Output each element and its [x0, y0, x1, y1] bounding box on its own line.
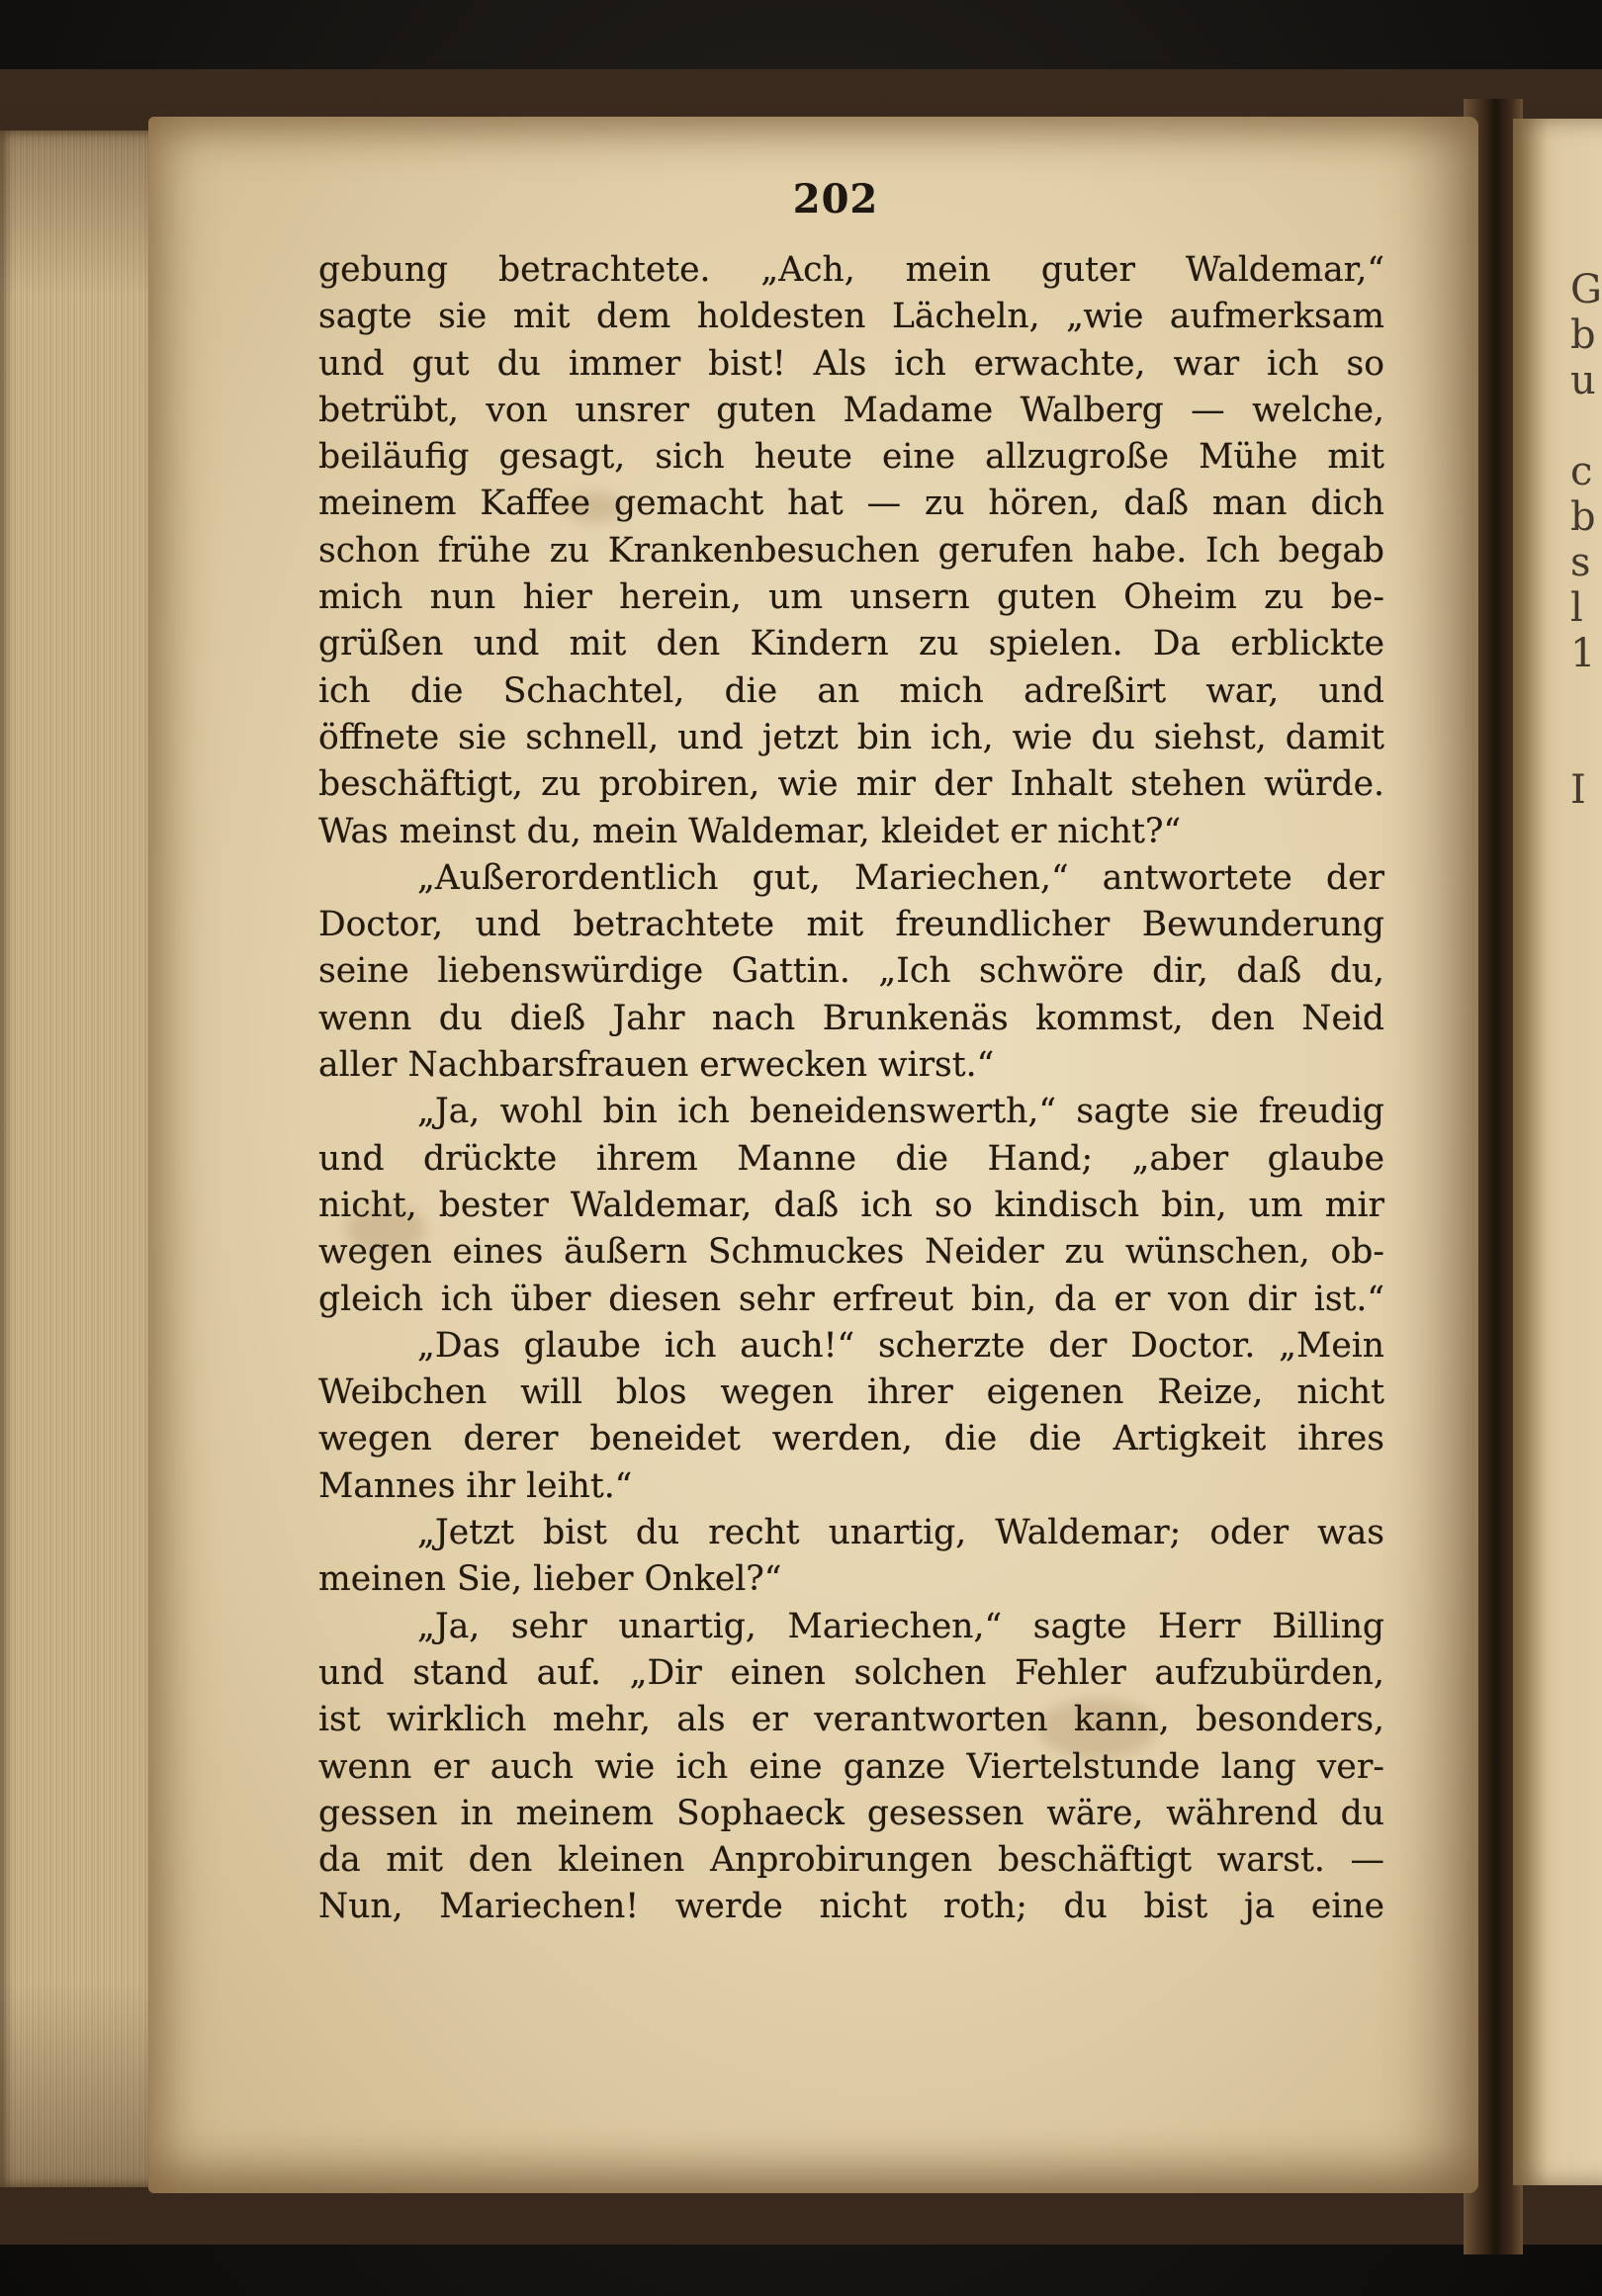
text-line: nicht, bester Waldemar, daß ich so kindisch bin, um mir	[318, 1185, 1384, 1225]
text-line: da mit den kleinen Anprobirungen beschäftigt warst. —	[318, 1840, 1384, 1881]
text-line: und drückte ihrem Manne die Hand; „aber glaube	[318, 1138, 1384, 1179]
text-line: grüßen und mit den Kindern zu spielen. Da erblickte	[318, 624, 1384, 664]
text-line: ist wirklich mehr, als er verantworten kann, besonders,	[318, 1700, 1384, 1740]
text-line: mich nun hier herein, um unsern guten Oheim zu be-	[318, 577, 1384, 618]
text-line: „Ja, wohl bin ich beneidenswerth,“ sagte sie freudig	[417, 1092, 1384, 1132]
facing-glyph: b	[1570, 312, 1596, 358]
facing-glyph: I	[1570, 767, 1586, 813]
facing-glyph: 1	[1570, 631, 1596, 676]
text-line: „Außerordentlich gut, Mariechen,“ antwortete der	[417, 857, 1384, 898]
text-line: Was meinst du, mein Waldemar, kleidet er nicht?“	[318, 811, 1182, 851]
text-line: schon frühe zu Krankenbesuchen gerufen habe. Ich begab	[318, 530, 1384, 571]
text-line: betrübt, von unsrer guten Madame Walberg — welche,	[318, 390, 1384, 430]
text-line: gebung betrachtete. „Ach, mein guter Waldemar,“	[318, 250, 1384, 290]
page-body-text	[318, 247, 1384, 1931]
text-line: und stand auf. „Dir einen solchen Fehler aufzubürden,	[318, 1652, 1384, 1693]
facing-glyph: u	[1570, 358, 1596, 403]
text-line: Doctor, und betrachtete mit freundlicher Bewunderung	[318, 905, 1384, 945]
page-number: 202	[792, 176, 879, 222]
text-line: meinen Sie, lieber Onkel?“	[318, 1559, 782, 1600]
text-line: aller Nachbarsfrauen erwecken wirst.“	[318, 1045, 995, 1086]
facing-glyph	[1570, 676, 1602, 722]
facing-glyph	[1570, 403, 1602, 449]
text-line: öffnete sie schnell, und jetzt bin ich, wie du siehst, damit	[318, 717, 1384, 757]
text-line: wegen derer beneidet werden, die die Artigkeit ihres	[318, 1419, 1384, 1459]
text-line: Mannes ihr leiht.“	[318, 1465, 633, 1506]
text-line: sagte sie mit dem holdesten Lächeln, „wie aufmerksam	[318, 297, 1384, 337]
text-line: wegen eines äußern Schmuckes Neider zu wünschen, ob-	[318, 1232, 1384, 1273]
text-line: gessen in meinem Sophaeck gesessen wäre, während du	[318, 1793, 1384, 1833]
facing-glyph	[1570, 722, 1602, 767]
text-line: „Jetzt bist du recht unartig, Waldemar; oder was	[417, 1513, 1384, 1553]
text-line: Nun, Mariechen! werde nicht roth; du bist ja eine	[318, 1887, 1384, 1927]
text-line: wenn du dieß Jahr nach Brunkenäs kommst, den Neid	[318, 998, 1384, 1038]
facing-glyph: l	[1570, 585, 1583, 631]
facing-page-text	[1570, 267, 1602, 813]
facing-glyph: b	[1570, 494, 1596, 540]
text-line: „Ja, sehr unartig, Mariechen,“ sagte Herr Billing	[417, 1606, 1384, 1646]
facing-glyph: c	[1570, 449, 1593, 494]
text-line: beiläufig gesagt, sich heute eine allzugroße Mühe mit	[318, 437, 1384, 478]
text-line: beschäftigt, zu probiren, wie mir der Inhalt stehen würde.	[318, 764, 1384, 805]
text-line: „Das glaube ich auch!“ scherzte der Doctor. „Mein	[417, 1325, 1384, 1366]
text-line: meinem Kaffee gemacht hat — zu hören, daß man dich	[318, 484, 1384, 524]
text-line: gleich ich über diesen sehr erfreut bin, da er von dir ist.“	[318, 1279, 1384, 1319]
facing-glyph: G	[1570, 267, 1602, 312]
text-line: seine liebenswürdige Gattin. „Ich schwöre dir, daß du,	[318, 951, 1384, 992]
text-line: und gut du immer bist! Als ich erwachte, war ich so	[318, 343, 1384, 384]
page-edges	[0, 131, 168, 2187]
facing-glyph: s	[1570, 540, 1591, 585]
text-line: wenn er auch wie ich eine ganze Viertelstunde lang ver-	[318, 1746, 1384, 1787]
text-line: Weibchen will blos wegen ihrer eigenen Reize, nicht	[318, 1372, 1384, 1413]
text-line: ich die Schachtel, die an mich adreßirt war, und	[318, 670, 1384, 711]
